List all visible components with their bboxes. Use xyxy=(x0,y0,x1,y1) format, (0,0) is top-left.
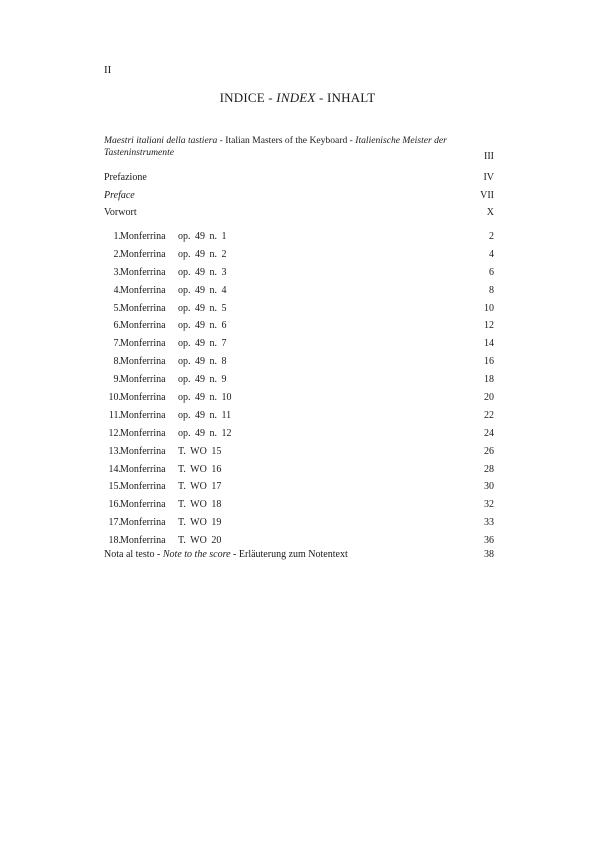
toc-entries xyxy=(104,231,494,553)
toc-entry[interactable] xyxy=(104,428,494,446)
entry-page: 36 xyxy=(484,535,494,547)
toc-entry[interactable] xyxy=(104,446,494,464)
nota-english: Note to the score xyxy=(162,549,231,560)
entry-opus: T. WO 18 xyxy=(178,499,222,511)
entry-number: 8. xyxy=(113,356,121,368)
toc-entry[interactable] xyxy=(104,267,494,285)
toc-label: Vorwort xyxy=(104,207,137,218)
entry-title: Monferrina xyxy=(120,392,166,404)
entry-opus: T. WO 16 xyxy=(178,463,222,475)
toc-entry[interactable] xyxy=(104,356,494,374)
entry-title: Monferrina xyxy=(120,535,166,547)
entry-page: 8 xyxy=(489,284,494,296)
entry-page: 18 xyxy=(484,374,494,386)
entry-opus: T. WO 17 xyxy=(178,481,222,493)
entry-page: 14 xyxy=(484,338,494,350)
nota-italian: Nota al testo - xyxy=(104,549,163,560)
entry-number: 7. xyxy=(113,338,121,350)
entry-title: Monferrina xyxy=(120,499,166,511)
toc-entry[interactable] xyxy=(104,249,494,267)
entry-opus: op. 49 n. 7 xyxy=(178,338,227,350)
toc-entry[interactable] xyxy=(104,392,494,410)
entry-page: 12 xyxy=(484,320,494,332)
nota-german: - Erläuterung zum Notentext xyxy=(230,549,348,560)
entry-title: Monferrina xyxy=(120,409,166,421)
toc-entry[interactable] xyxy=(104,410,494,428)
page-number: II xyxy=(104,64,112,76)
entry-number: 9. xyxy=(113,374,121,386)
entry-title: Monferrina xyxy=(120,445,166,457)
entry-number: 11. xyxy=(108,409,121,421)
entry-page: 6 xyxy=(489,266,494,278)
entry-title: Monferrina xyxy=(120,320,166,332)
title-german: - INHALT xyxy=(315,90,376,105)
entry-number: 13. xyxy=(108,445,121,457)
nota-page: 38 xyxy=(484,549,494,560)
entry-number: 12. xyxy=(108,427,121,439)
entry-number: 18. xyxy=(108,535,121,547)
toc-entry[interactable] xyxy=(104,231,494,249)
entry-number: 15. xyxy=(108,481,121,493)
entry-opus: op. 49 n. 3 xyxy=(178,266,227,278)
entry-title: Monferrina xyxy=(120,356,166,368)
toc-entry[interactable] xyxy=(104,499,494,517)
entry-page: 30 xyxy=(484,481,494,493)
series-title-english: - Italian Masters of the Keyboard - xyxy=(217,135,356,146)
toc-page: IV xyxy=(483,172,494,183)
toc-label: Preface xyxy=(104,190,135,201)
entry-title: Monferrina xyxy=(120,302,166,314)
entry-title: Monferrina xyxy=(120,463,166,475)
entry-number: 2. xyxy=(113,248,121,260)
entry-page: 26 xyxy=(484,445,494,457)
entry-title: Monferrina xyxy=(120,338,166,350)
entry-page: 32 xyxy=(484,499,494,511)
toc-preface[interactable] xyxy=(104,190,494,201)
toc-label: Prefazione xyxy=(104,172,147,183)
entry-page: 16 xyxy=(484,356,494,368)
toc-entry[interactable] xyxy=(104,464,494,482)
entry-page: 22 xyxy=(484,409,494,421)
title-english: INDEX xyxy=(276,90,316,105)
entry-number: 6. xyxy=(113,320,121,332)
entry-opus: T. WO 15 xyxy=(178,445,222,457)
series-title-german: Italienische Meister der Tasteninstrumente xyxy=(104,135,447,158)
entry-title: Monferrina xyxy=(120,231,166,242)
entry-title: Monferrina xyxy=(120,374,166,386)
series-intro-page: III xyxy=(484,151,494,162)
series-title-italian: Maestri italiani della tastiera xyxy=(104,135,218,146)
entry-page: 2 xyxy=(489,231,494,242)
toc-entry[interactable] xyxy=(104,285,494,303)
entry-title: Monferrina xyxy=(120,481,166,493)
entry-opus: T. WO 20 xyxy=(178,535,222,547)
entry-opus: op. 49 n. 4 xyxy=(178,284,227,296)
toc-vorwort[interactable] xyxy=(104,207,494,218)
entry-number: 10. xyxy=(108,392,121,404)
toc-page: X xyxy=(486,207,494,218)
series-intro xyxy=(104,135,494,162)
entry-page: 10 xyxy=(484,302,494,314)
entry-title: Monferrina xyxy=(120,248,166,260)
entry-page: 28 xyxy=(484,463,494,475)
toc-entry[interactable] xyxy=(104,517,494,535)
entry-page: 4 xyxy=(489,248,494,260)
entry-title: Monferrina xyxy=(120,427,166,439)
entry-opus: T. WO 19 xyxy=(178,517,222,529)
title-italian: INDICE - xyxy=(219,90,277,105)
toc-entry[interactable] xyxy=(104,338,494,356)
entry-page: 33 xyxy=(484,517,494,529)
entry-opus: op. 49 n. 2 xyxy=(178,248,227,260)
entry-title: Monferrina xyxy=(120,284,166,296)
entry-number: 3. xyxy=(113,266,121,278)
entry-title: Monferrina xyxy=(120,266,166,278)
series-intro-text xyxy=(104,135,449,159)
entry-opus: op. 49 n. 9 xyxy=(178,374,227,386)
toc-page: VII xyxy=(480,190,494,201)
entry-opus: op. 49 n. 6 xyxy=(178,320,227,332)
toc-entry[interactable] xyxy=(104,303,494,321)
toc-entry[interactable] xyxy=(104,374,494,392)
entry-number: 17. xyxy=(108,517,121,529)
entry-opus: op. 49 n. 10 xyxy=(178,392,232,404)
entry-opus: op. 49 n. 8 xyxy=(178,356,227,368)
page-title xyxy=(0,90,595,106)
entry-opus: op. 49 n. 5 xyxy=(178,302,227,314)
entry-number: 5. xyxy=(113,302,121,314)
toc-prefazione[interactable] xyxy=(104,172,494,183)
toc-nota[interactable] xyxy=(104,549,494,560)
entry-opus: op. 49 n. 11 xyxy=(178,409,232,421)
entry-title: Monferrina xyxy=(120,517,166,529)
entry-number: 1. xyxy=(113,231,121,242)
entry-number: 14. xyxy=(108,463,121,475)
entry-page: 24 xyxy=(484,427,494,439)
entry-opus: op. 49 n. 12 xyxy=(178,427,232,439)
entry-number: 4. xyxy=(113,284,121,296)
toc-entry[interactable] xyxy=(104,481,494,499)
toc-entry[interactable] xyxy=(104,320,494,338)
entry-opus: op. 49 n. 1 xyxy=(178,231,227,242)
entry-page: 20 xyxy=(484,392,494,404)
entry-number: 16. xyxy=(108,499,121,511)
